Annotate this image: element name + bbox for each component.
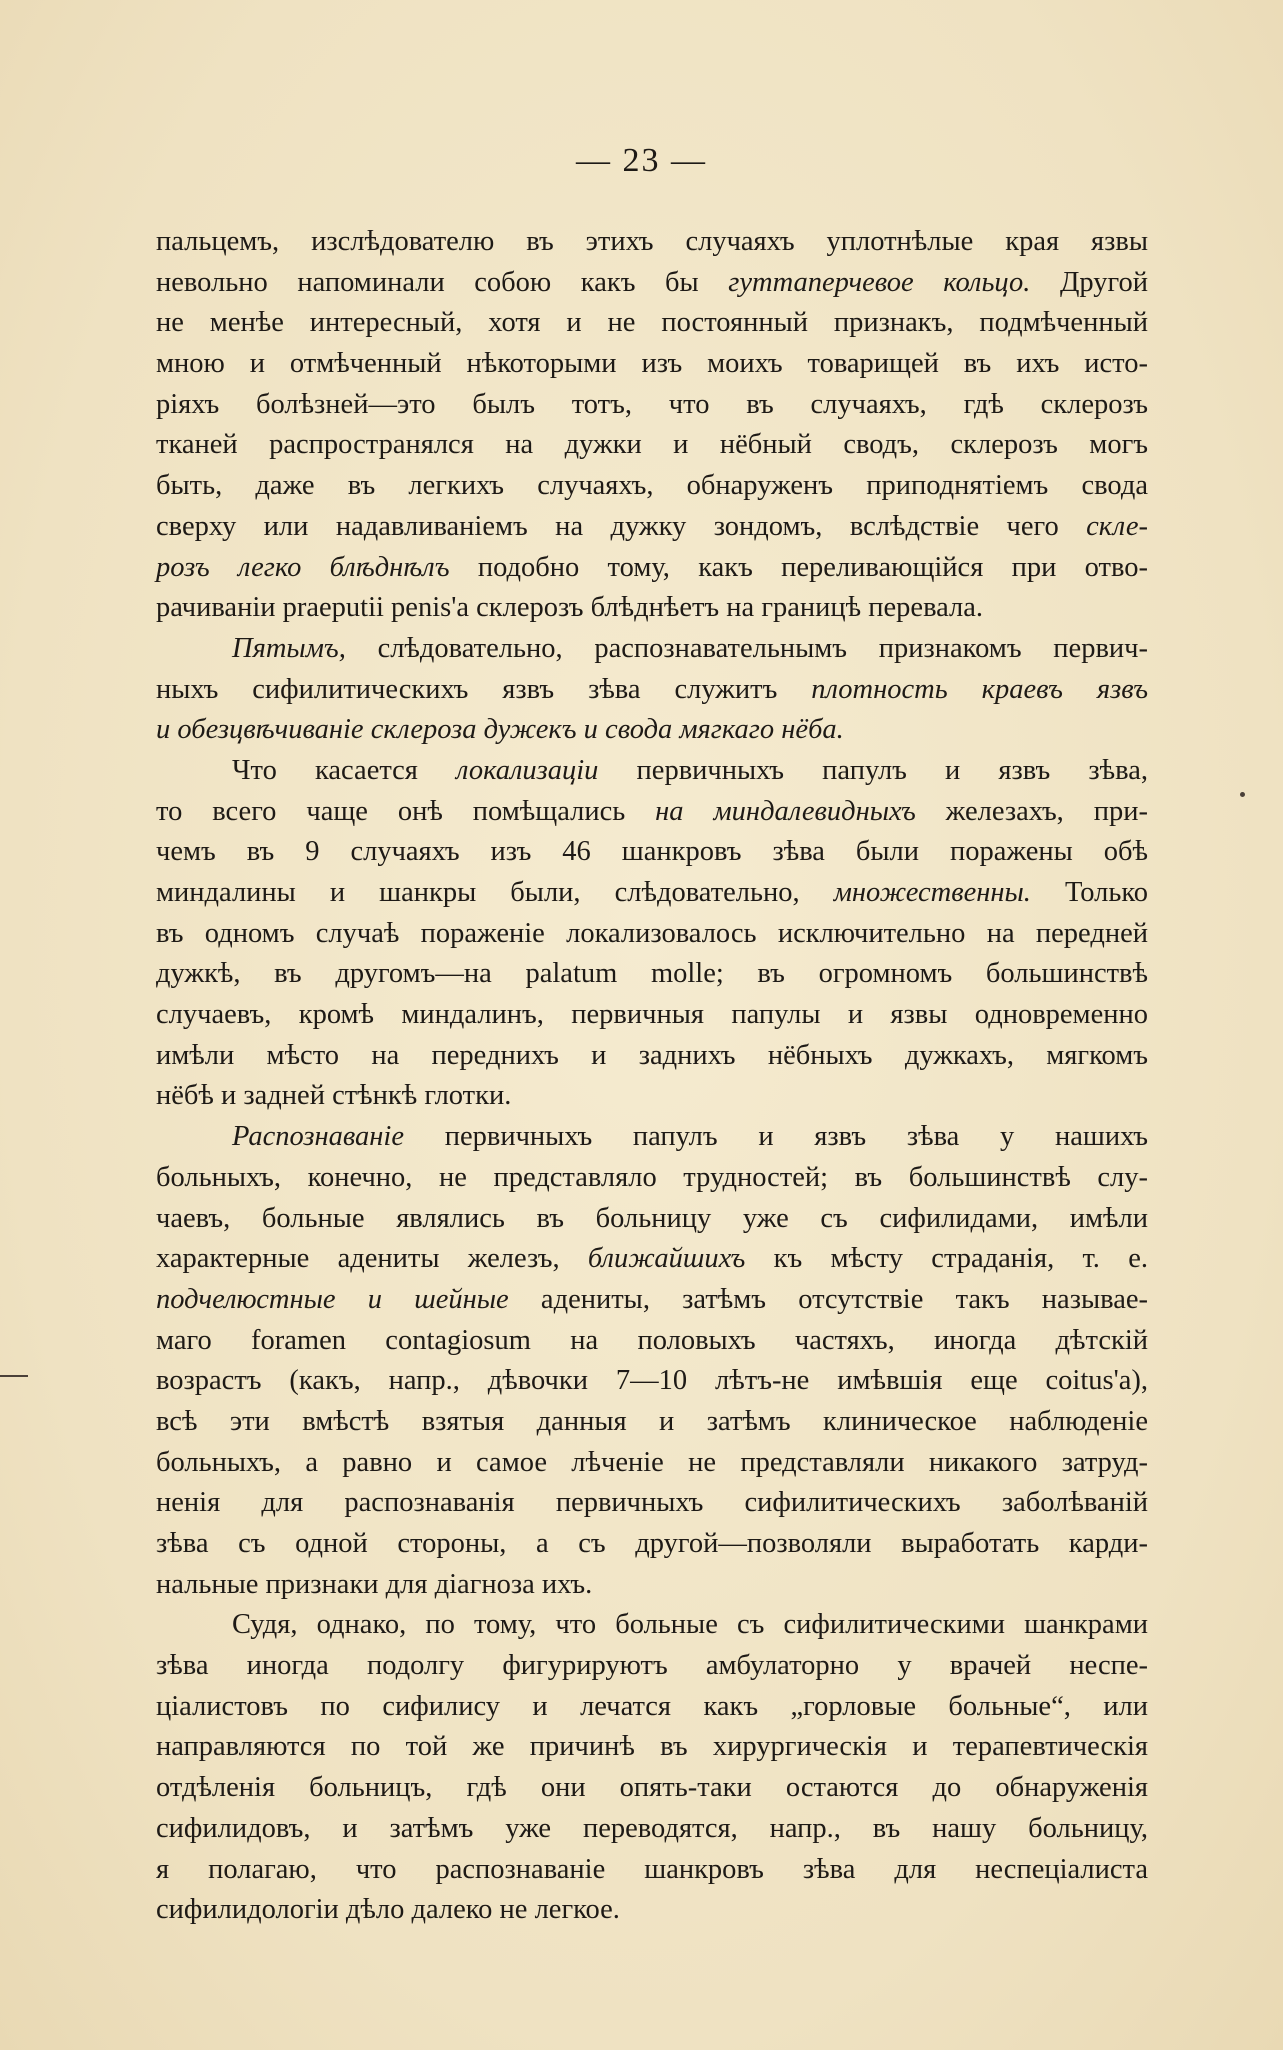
ink-dot: [1240, 792, 1245, 797]
text-line: [156, 466, 1148, 507]
text-line: [156, 303, 1148, 344]
text-run: пальцемъ, изслѣдователю въ этихъ случаяхъ уплотнѣлые края язвы: [156, 226, 1148, 257]
text-run: больныхъ, а равно и самое лѣченіе не представляли никакого затруд-: [156, 1446, 1148, 1478]
text-line: [156, 751, 1148, 792]
text-line: [156, 832, 1148, 873]
text-run: всѣ эти вмѣстѣ взятыя данныя и затѣмъ клиническое наблюденіе: [156, 1405, 1148, 1437]
text-run: ненія для распознаванія первичныхъ сифилитическихъ заболѣваній: [156, 1487, 1148, 1519]
text-run: не менѣе интересный, хотя и не постоянный признакъ, подмѣченный: [156, 307, 1148, 339]
text-run: Что касается: [232, 754, 457, 786]
text-run: рачиваніи praeputii penis'a склерозъ блѣднѣетъ на границѣ перевала.: [156, 592, 984, 624]
text-run: чемъ въ 9 случаяхъ изъ 46 шанкровъ зѣва были поражены обѣ: [156, 836, 1148, 868]
page-number: — 23 —: [576, 142, 707, 179]
italic-text: Распознаваніе: [232, 1121, 404, 1153]
body-text: [156, 222, 1148, 1931]
text-line: [156, 1727, 1148, 1768]
text-line: [156, 1646, 1148, 1687]
italic-text: подчелюстные и шейные: [156, 1283, 509, 1315]
text-line: [156, 1768, 1148, 1809]
text-line: [156, 995, 1148, 1036]
text-line: [156, 1850, 1148, 1891]
text-run: первичныхъ папулъ и язвъ зѣва,: [598, 754, 1149, 786]
text-run: ріяхъ болѣзней—это былъ тотъ, что въ случаяхъ, гдѣ склерозъ: [156, 388, 1148, 420]
text-run: случаевъ, кромѣ миндалинъ, первичныя папулы и язвы одновременно: [156, 999, 1148, 1031]
text-run: зѣва иногда подолгу фигурируютъ амбулаторно у врачей неспе-: [156, 1650, 1148, 1682]
text-run: ныхъ сифилитическихъ язвъ зѣва служитъ: [156, 673, 812, 705]
italic-text: множественны.: [833, 877, 1031, 908]
text-line: [156, 1239, 1148, 1280]
italic-text: локализаціи: [456, 754, 599, 786]
text-line: [156, 1687, 1148, 1728]
text-line: [156, 588, 1148, 629]
text-run: Другой: [1030, 266, 1148, 298]
text-line: [156, 1158, 1148, 1199]
text-run: зѣва съ одной стороны, а съ другой—позволяли выработать карди-: [156, 1528, 1148, 1559]
text-run: ціалистовъ по сифилису и лечатся какъ „горловые больные“, или: [156, 1690, 1148, 1722]
text-run: первичныхъ папулъ и язвъ зѣва у нашихъ: [404, 1121, 1148, 1153]
text-run: невольно напоминали собою какъ бы: [156, 266, 729, 298]
text-run: тканей распространялся на дужки и нёбный сводъ, склерозъ могъ: [156, 429, 1148, 461]
text-line: [156, 1199, 1148, 1240]
margin-mark: [0, 1375, 28, 1377]
text-line: [156, 1321, 1148, 1362]
text-run: я полагаю, что распознаваніе шанкровъ зѣва для неспеціалиста: [156, 1853, 1148, 1885]
text-line: [156, 1605, 1148, 1646]
text-line: [156, 425, 1148, 466]
text-line: [156, 507, 1148, 548]
text-run: чаевъ, больные являлись въ больницу уже съ сифилидами, имѣли: [156, 1202, 1148, 1234]
text-line: [156, 1076, 1148, 1117]
text-run: сифилидологіи дѣло далеко не легкое.: [156, 1894, 620, 1926]
text-line: [156, 670, 1148, 711]
text-line: [156, 1036, 1148, 1077]
text-line: [156, 1524, 1148, 1565]
text-run: отдѣленія больницъ, гдѣ они опять-таки остаются до обнаруженія: [156, 1772, 1148, 1804]
text-run: сифилидовъ, и затѣмъ уже переводятся, напр., въ нашу больницу,: [156, 1812, 1148, 1844]
text-line: [156, 1117, 1148, 1158]
text-line: [156, 1483, 1148, 1524]
text-run: Только: [1030, 877, 1148, 908]
text-line: [156, 1890, 1148, 1931]
text-run: то всего чаще онѣ помѣщались: [156, 795, 656, 827]
text-line: [156, 1565, 1148, 1606]
italic-text: скле-: [1086, 510, 1148, 542]
text-run: возрастъ (какъ, напр., дѣвочки 7—10 лѣтъ-не имѣвшія еще coitus'a),: [156, 1365, 1148, 1397]
text-run: адениты, затѣмъ отсутствіе такъ называе-: [508, 1283, 1148, 1315]
italic-text: и обезцвѣчиваніе склероза дужекъ и свода мягкаго нёба.: [156, 714, 844, 746]
italic-text: гуттаперчевое кольцо.: [728, 266, 1031, 298]
text-line: [156, 1809, 1148, 1850]
text-run: быть, даже въ легкихъ случаяхъ, обнаруженъ приподнятіемъ свода: [156, 470, 1148, 502]
text-run: миндалины и шанкры были, слѣдовательно,: [156, 877, 834, 908]
text-run: подобно тому, какъ переливающійся при отво-: [449, 551, 1149, 583]
text-run: нёбѣ и задней стѣнкѣ глотки.: [156, 1080, 512, 1112]
text-run: въ одномъ случаѣ пораженіе локализовалось исключительно на передней: [156, 917, 1148, 949]
text-line: [156, 344, 1148, 385]
text-line: [156, 914, 1148, 955]
italic-text: плотность краевъ язвъ: [811, 673, 1148, 705]
text-run: характерные адениты железъ,: [156, 1243, 588, 1275]
text-line: [156, 1402, 1148, 1443]
text-run: железахъ, при-: [915, 795, 1148, 827]
text-run: направляются по той же причинѣ въ хирургическія и терапевтическія: [156, 1731, 1148, 1763]
text-line: [156, 222, 1148, 263]
text-line: [156, 385, 1148, 426]
text-line: [156, 1443, 1148, 1484]
text-run: къ мѣсту страданія, т. е.: [745, 1243, 1148, 1275]
text-line: [156, 263, 1148, 304]
text-run: Судя, однако, по тому, что больные съ сифилитическими шанкрами: [232, 1609, 1148, 1641]
text-run: слѣдовательно, распознавательнымъ признакомъ первич-: [345, 632, 1148, 664]
text-run: имѣли мѣсто на переднихъ и заднихъ нёбныхъ дужкахъ, мягкомъ: [156, 1039, 1148, 1071]
italic-text: ближайшихъ: [587, 1243, 746, 1275]
text-run: мною и отмѣченный нѣкоторыми изъ моихъ товарищей въ ихъ исто-: [156, 348, 1148, 380]
text-run: больныхъ, конечно, не представляло трудностей; въ большинствѣ слу-: [156, 1161, 1148, 1193]
text-line: [156, 629, 1148, 670]
text-line: [156, 873, 1148, 914]
text-line: [156, 1361, 1148, 1402]
text-line: [156, 954, 1148, 995]
italic-text: на миндалевидныхъ: [655, 795, 916, 827]
text-line: [156, 710, 1148, 751]
text-run: сверху или надавливаніемъ на дужку зондомъ, вслѣдствіе чего: [156, 510, 1087, 542]
text-run: дужкѣ, въ другомъ—на palatum molle; въ огромномъ большинствѣ: [156, 958, 1148, 990]
text-line: [156, 792, 1148, 833]
italic-text: розъ легко блѣднѣлъ: [156, 551, 450, 583]
text-run: нальные признаки для діагноза ихъ.: [156, 1568, 593, 1600]
italic-text: Пятымъ,: [232, 632, 346, 664]
text-line: [156, 1280, 1148, 1321]
text-line: [156, 548, 1148, 589]
text-run: маго foramen contagiosum на половыхъ частяхъ, иногда дѣтскій: [156, 1324, 1148, 1356]
